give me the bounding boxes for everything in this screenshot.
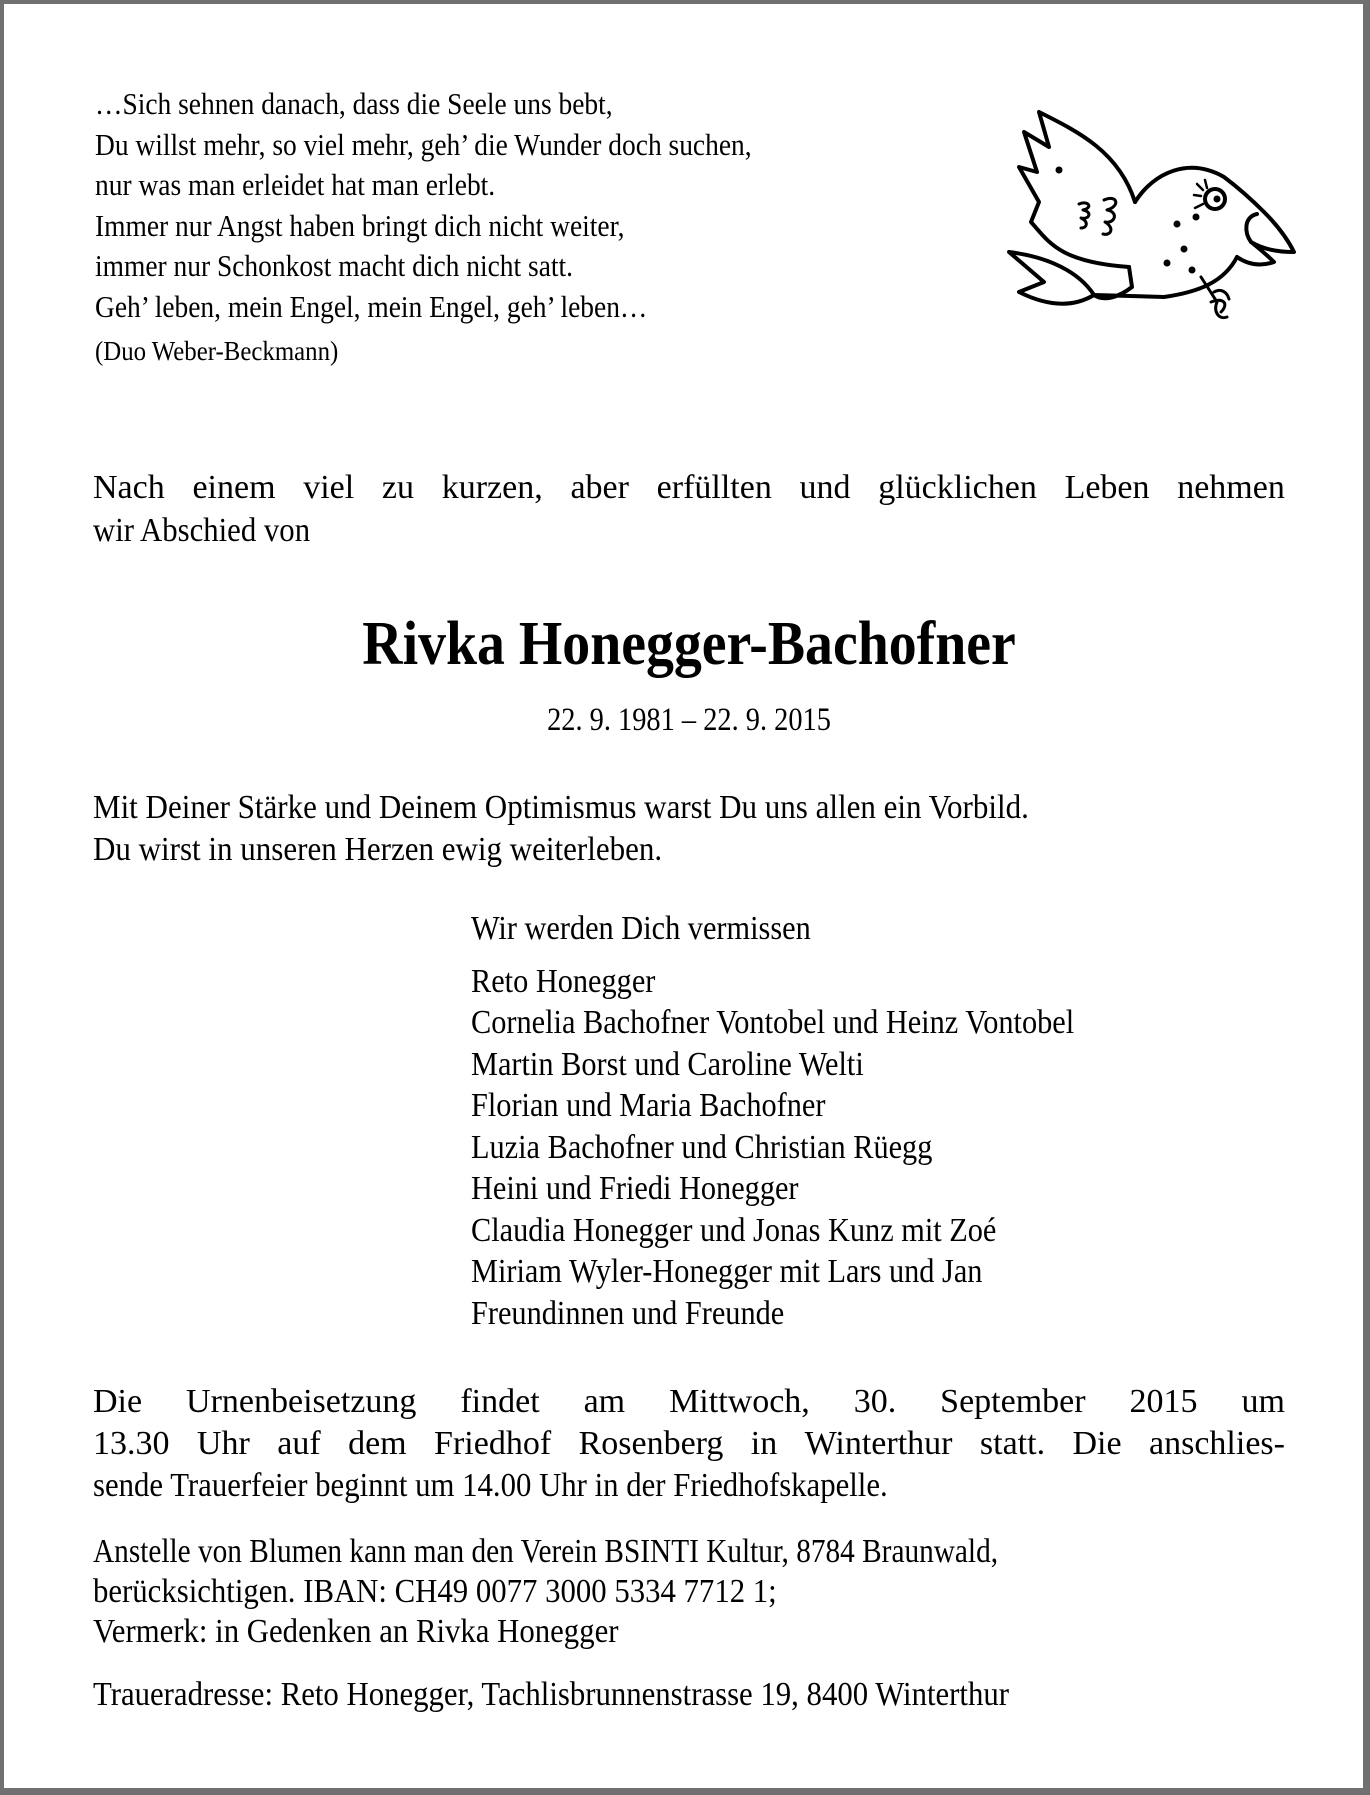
word: anschlies- [1149,1425,1285,1462]
word: in [750,1425,778,1462]
intro-text [93,466,1285,552]
word: 13.30 [93,1425,170,1462]
donation-note: Vermerk: in Gedenken an Rivka Honegger [93,1613,619,1650]
intro-line-2-text: wir Abschied von [93,512,311,549]
tribute-line: Du wirst in unseren Herzen ewig weiterleben. [93,831,663,868]
burial-line-2 [93,1423,1285,1465]
word: einem [192,469,276,506]
mourner-name: Miriam Wyler-Honegger mit Lars und Jan [471,1253,983,1290]
burial-line-3: sende Trauerfeier beginnt um 14.00 Uhr in der Friedhofskapelle. [93,1467,888,1504]
word: statt. [979,1425,1046,1462]
word: Uhr [196,1425,250,1462]
mourner-name: Claudia Honegger und Jonas Kunz mit Zoé [471,1211,997,1249]
life-dates [4,700,1370,740]
word: am [583,1383,626,1420]
word: kurzen, [441,469,543,506]
word: Mittwoch, [669,1383,810,1420]
word: um [1241,1383,1285,1420]
deceased-name-text: Rivka Honegger-Bachofner [362,610,1016,678]
word: glücklichen [878,469,1037,506]
word: erfüllten [656,469,772,506]
mourners-heading: Wir werden Dich vermissen [471,910,811,947]
poem-line: Du willst mehr, so viel mehr, geh’ die Wunder doch suchen, [95,127,752,162]
deceased-name [4,609,1370,679]
word: aber [570,469,629,506]
poem-block [95,84,825,372]
mourner-name: Martin Borst und Caroline Welti [471,1045,864,1083]
poem-line: Immer nur Angst haben bringt dich nicht weiter, [95,208,625,243]
mourners-block [471,908,1137,1334]
poem-line: Geh’ leben, mein Engel, mein Engel, geh’ leben… [95,289,648,324]
word: viel [303,469,355,506]
word: Winterthur [804,1425,953,1462]
poem-line: immer nur Schonkost macht dich nicht satt. [95,249,574,283]
donation-line: Anstelle von Blumen kann man den Verein BSINTI Kultur, 8784 Braunwald, [93,1533,999,1570]
life-dates-text: 22. 9. 1981 – 22. 9. 2015 [547,702,831,738]
word: 2015 [1129,1383,1198,1420]
mourner-name: Cornelia Bachofner Vontobel und Heinz Vontobel [471,1004,1075,1041]
tribute-text [93,787,1119,871]
intro-line-1 [93,466,1285,509]
bird-drawing-icon [989,92,1299,327]
mourning-address [93,1674,1105,1716]
mourner-name: Heini und Friedi Honegger [471,1170,799,1207]
word: Nach [93,469,165,506]
word: zu [381,469,415,506]
mourning-address-text: Traueradresse: Reto Honegger, Tachlisbrunnenstrasse 19, 8400 Winterthur [93,1676,1010,1713]
word: 30. [853,1383,897,1420]
word: Urnenbeisetzung [186,1383,417,1420]
word: und [799,469,851,506]
word: auf [277,1425,321,1462]
burial-info [93,1381,1285,1507]
word: findet [460,1383,540,1420]
poem-line: nur was man erleidet hat man erlebt. [95,168,496,202]
donation-iban: berücksichtigen. IBAN: CH49 0077 3000 5334 7712 1; [93,1573,777,1610]
word: Friedhof [434,1425,552,1462]
word: Leben [1064,469,1150,506]
mourner-name: Florian und Maria Bachofner [471,1087,826,1124]
word: September [940,1383,1086,1420]
tribute-line: Mit Deiner Stärke und Deinem Optimismus warst Du uns allen ein Vorbild. [93,789,1029,826]
mourner-name: Freundinnen und Freunde [471,1294,785,1332]
word: nehmen [1177,469,1285,506]
word: dem [348,1425,407,1462]
burial-line-1 [93,1381,1285,1423]
word: Rosenberg [578,1425,724,1462]
mourner-name: Luzia Bachofner und Christian Rüegg [471,1128,933,1166]
word: Die [1072,1425,1122,1462]
mourner-name: Reto Honegger [471,962,656,1000]
poem-author: (Duo Weber-Beckmann) [95,336,339,366]
poem-line: …Sich sehnen danach, dass die Seele uns bebt, [95,87,613,121]
word: Die [93,1383,143,1420]
donation-info [93,1532,1143,1652]
intro-line-2 [93,509,1285,552]
